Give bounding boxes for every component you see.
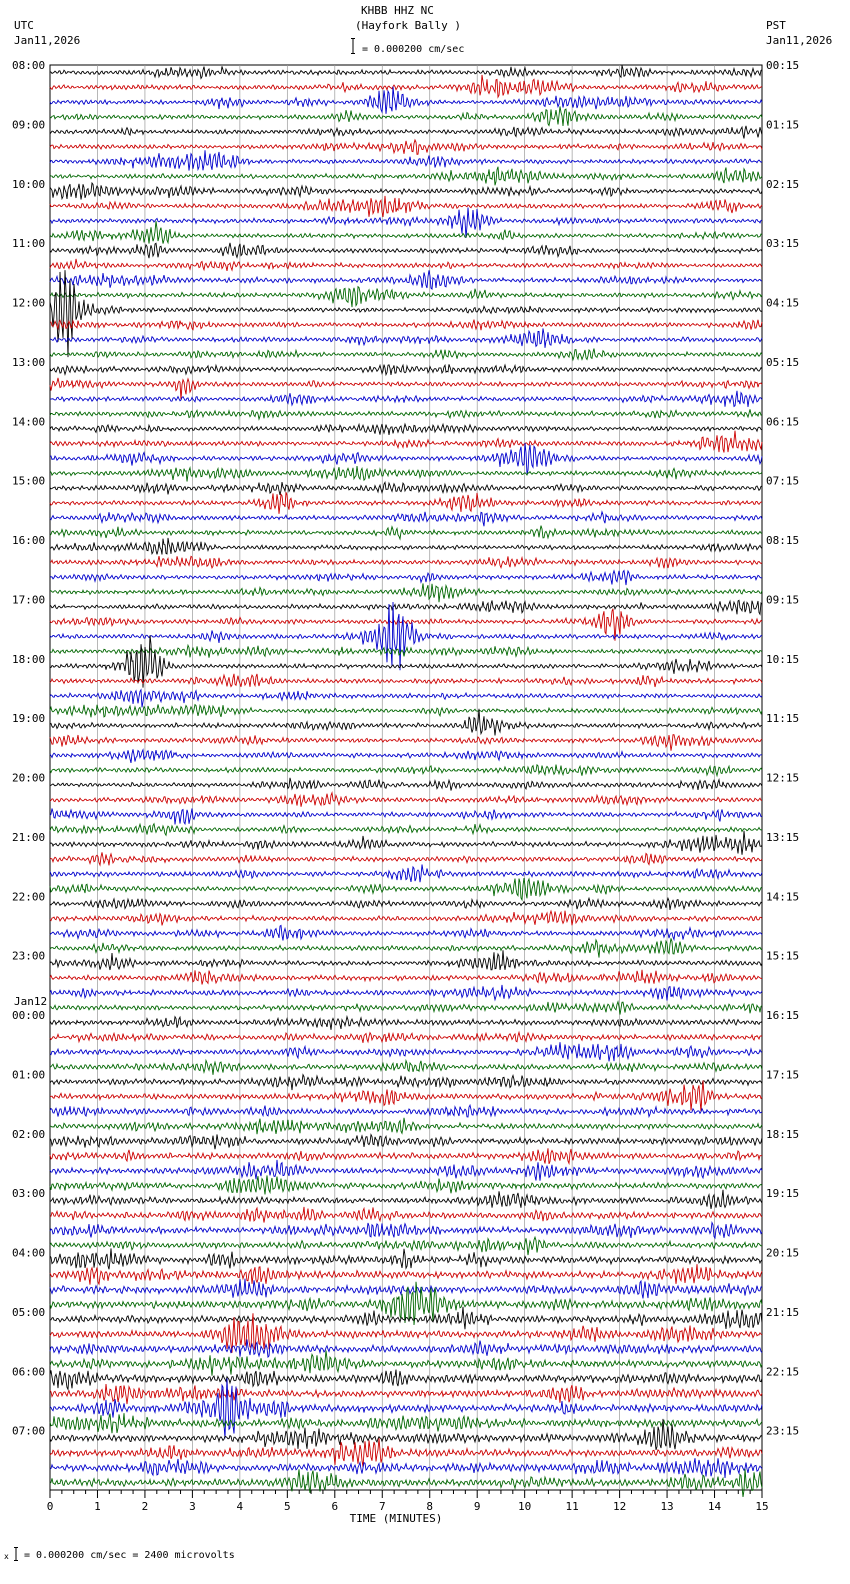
seismic-trace <box>50 183 762 199</box>
pst-hour-label: 03:15 <box>766 237 800 251</box>
utc-hour-label: 22:00 <box>12 890 46 904</box>
utc-hour-label: 19:00 <box>12 712 46 726</box>
x-tick-label: 4 <box>236 1500 244 1513</box>
pst-hour-label: 21:15 <box>766 1305 800 1319</box>
x-tick-label: 6 <box>331 1500 339 1513</box>
seismic-trace <box>50 878 762 900</box>
utc-hour-label: 10:00 <box>12 177 46 191</box>
x-tick-label: 13 <box>660 1500 674 1513</box>
utc-hour-label: 21:00 <box>12 830 46 844</box>
pst-hour-label: 19:15 <box>766 1187 800 1201</box>
location-title: (Hayfork Bally ) <box>355 19 461 32</box>
utc-hour-label: 23:00 <box>12 949 46 963</box>
utc-hour-label: 08:00 <box>12 59 46 72</box>
seismic-trace <box>50 512 762 526</box>
seismic-trace <box>50 1042 762 1061</box>
utc-hour-label: 01:00 <box>12 1068 46 1082</box>
seismic-trace <box>50 87 762 114</box>
seismic-trace <box>50 793 762 807</box>
seismic-trace <box>50 287 762 307</box>
seismic-trace <box>50 1118 762 1134</box>
utc-hour-label: 04:00 <box>12 1246 46 1260</box>
seismic-trace <box>50 571 762 586</box>
seismic-trace <box>50 765 762 776</box>
pst-hour-label: 13:15 <box>766 830 800 844</box>
seismic-trace <box>50 1134 762 1149</box>
x-tick-label: 7 <box>378 1500 386 1513</box>
pst-hour-label: 22:15 <box>766 1365 800 1379</box>
utc-hour-label: 15:00 <box>12 474 46 488</box>
pst-hour-label: 17:15 <box>766 1068 800 1082</box>
pst-hour-label: 18:15 <box>766 1127 800 1141</box>
seismic-trace <box>50 778 762 791</box>
date-change-label: Jan12 <box>14 995 48 1008</box>
seismic-trace <box>50 320 762 331</box>
pst-hour-label: 14:15 <box>766 890 800 904</box>
seismic-trace <box>50 704 762 717</box>
seismic-trace <box>50 749 762 763</box>
pst-hour-label: 00:15 <box>766 59 800 72</box>
seismic-trace <box>50 635 762 687</box>
seismic-trace <box>50 1148 762 1164</box>
seismic-trace <box>50 1339 762 1357</box>
seismic-trace <box>50 196 762 217</box>
seismic-trace <box>50 709 762 736</box>
seismic-trace <box>50 1458 762 1478</box>
seismic-trace <box>50 1105 762 1117</box>
seismic-trace <box>50 167 762 186</box>
utc-hour-label: 18:00 <box>12 652 46 666</box>
seismic-trace <box>50 1160 762 1181</box>
x-axis-label: TIME (MINUTES) <box>349 1512 443 1525</box>
seismic-trace <box>50 925 762 940</box>
seismic-trace <box>50 865 762 883</box>
pst-hour-label: 01:15 <box>766 118 800 132</box>
seismic-trace <box>50 824 762 835</box>
seismic-trace <box>50 1378 762 1438</box>
utc-hour-label: 02:00 <box>12 1127 46 1141</box>
footer-scale-icon <box>4 1546 20 1562</box>
seismic-trace <box>50 970 762 985</box>
seismic-trace <box>50 808 762 824</box>
seismic-trace <box>50 538 762 555</box>
seismic-trace <box>50 602 762 670</box>
seismic-trace <box>50 898 762 910</box>
utc-hour-label: 16:00 <box>12 534 46 547</box>
utc-hour-label: 05:00 <box>12 1305 46 1319</box>
seismic-trace <box>50 985 762 1001</box>
seismic-trace <box>50 1248 762 1269</box>
utc-hour-label: 14:00 <box>12 415 46 429</box>
utc-hour-label: 12:00 <box>12 296 46 310</box>
seismic-trace <box>50 106 762 126</box>
seismic-trace <box>50 831 762 855</box>
pst-hour-label: 10:15 <box>766 652 800 666</box>
x-tick-label: 0 <box>46 1500 54 1513</box>
utc-hour-label: 07:00 <box>12 1424 46 1438</box>
seismic-trace <box>50 1279 762 1299</box>
seismic-trace <box>50 690 762 708</box>
utc-hour-label: 00:00 <box>12 1009 46 1022</box>
left-date: Jan11,2026 <box>14 34 81 47</box>
x-tick-label: 2 <box>141 1500 149 1513</box>
x-tick-label: 5 <box>284 1500 291 1513</box>
seismic-trace <box>50 75 762 97</box>
seismic-trace <box>50 443 762 474</box>
pst-hour-label: 08:15 <box>766 534 800 547</box>
seismic-trace <box>50 466 762 481</box>
utc-hour-label: 20:00 <box>12 771 46 785</box>
seismic-trace <box>50 645 762 657</box>
x-tick-label: 8 <box>426 1500 434 1513</box>
pst-hour-label: 20:15 <box>766 1246 800 1260</box>
utc-hour-label: 03:00 <box>12 1187 46 1201</box>
x-tick-label: 10 <box>518 1500 532 1513</box>
utc-hour-label: 13:00 <box>12 355 46 369</box>
seismic-trace <box>50 424 762 435</box>
seismic-trace <box>50 259 762 271</box>
pst-hour-label: 07:15 <box>766 474 800 488</box>
seismic-trace <box>50 270 762 289</box>
seismic-trace <box>50 409 762 419</box>
seismic-trace <box>50 1370 762 1390</box>
footer-scale-label: = 0.000200 cm/sec = 2400 microvolts <box>24 1550 235 1561</box>
seismic-trace <box>50 391 762 407</box>
pst-hour-label: 12:15 <box>766 771 800 785</box>
seismic-trace <box>50 1080 762 1111</box>
seismic-trace <box>50 364 762 375</box>
seismic-trace <box>50 150 762 170</box>
pst-hour-label: 11:15 <box>766 712 800 726</box>
seismic-trace <box>50 600 762 614</box>
seismic-trace <box>50 1060 762 1074</box>
scale-label: = 0.000200 cm/sec <box>362 44 465 55</box>
seismic-trace <box>50 1017 762 1030</box>
pst-hour-label: 05:15 <box>766 355 800 369</box>
seismic-trace <box>50 243 762 258</box>
seismic-trace <box>50 526 762 539</box>
pst-hour-label: 16:15 <box>766 1009 800 1022</box>
pst-hour-label: 02:15 <box>766 177 800 191</box>
seismic-trace <box>50 1384 762 1404</box>
seismic-trace <box>50 1190 762 1209</box>
seismic-trace <box>50 911 762 926</box>
seismic-trace <box>50 583 762 602</box>
utc-hour-label: 17:00 <box>12 593 46 607</box>
seismic-trace <box>50 938 762 957</box>
x-tick-label: 1 <box>94 1500 101 1513</box>
seismic-trace <box>50 349 762 360</box>
svg-text:x: x <box>4 1552 9 1561</box>
x-tick-label: 15 <box>755 1500 769 1513</box>
seismic-trace <box>50 1207 762 1223</box>
seismic-trace <box>50 1075 762 1090</box>
seismic-trace <box>50 1413 762 1433</box>
seismic-trace <box>50 140 762 154</box>
seismic-trace <box>50 556 762 568</box>
seismic-trace <box>50 1223 762 1238</box>
seismic-trace <box>50 221 762 243</box>
seismic-trace <box>50 126 762 139</box>
pst-hour-label: 15:15 <box>766 949 800 963</box>
utc-hour-label: 11:00 <box>12 237 46 251</box>
pst-hour-label: 06:15 <box>766 415 800 429</box>
seismic-trace <box>50 328 762 347</box>
seismic-trace <box>50 431 762 453</box>
x-tick-label: 3 <box>189 1500 196 1513</box>
x-tick-label: 11 <box>565 1500 579 1513</box>
pst-hour-label: 04:15 <box>766 296 800 310</box>
seismic-trace <box>50 1032 762 1043</box>
right-timezone: PST <box>766 19 786 32</box>
seismic-trace <box>50 1351 762 1376</box>
utc-hour-label: 09:00 <box>12 118 46 132</box>
seismic-trace <box>50 65 762 78</box>
pst-hour-label: 09:15 <box>766 593 800 607</box>
seismic-trace <box>50 1175 762 1194</box>
right-date: Jan11,2026 <box>766 34 833 47</box>
seismic-trace <box>50 852 762 865</box>
seismic-trace <box>50 735 762 751</box>
seismic-trace <box>50 1237 762 1255</box>
utc-hour-label: 06:00 <box>12 1365 46 1379</box>
seismic-trace <box>50 492 762 514</box>
station-title: KHBB HHZ NC <box>361 4 434 17</box>
x-tick-label: 12 <box>612 1500 627 1513</box>
x-tick-label: 14 <box>707 1500 722 1513</box>
pst-hour-label: 23:15 <box>766 1424 800 1438</box>
seismic-trace <box>50 1002 762 1015</box>
seismic-trace <box>50 482 762 495</box>
left-timezone: UTC <box>14 19 34 32</box>
x-tick-label: 9 <box>473 1500 481 1513</box>
